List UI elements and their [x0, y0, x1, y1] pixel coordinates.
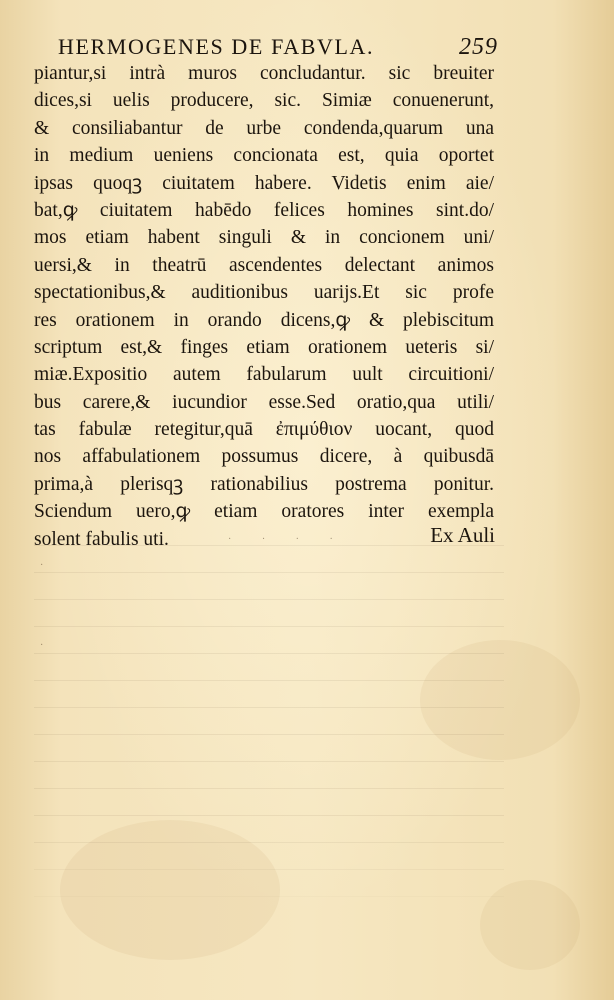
- text-line: miæ.Expositio autem fabularum uult circuitioni/: [34, 364, 494, 386]
- text-line: solent fabulis uti.: [34, 528, 169, 550]
- running-title: HERMOGENES DE FABVLA.: [58, 34, 375, 59]
- catchword: Ex Auli: [430, 523, 495, 547]
- show-through-texture: [34, 545, 504, 925]
- text-line: piantur,si intrà muros concludantur. sic breuiter: [34, 63, 494, 84]
- text-line: in medium ueniens concionata est, quia oportet: [34, 145, 494, 167]
- text-line: res orationem in orando dicens,ꝙ & plebiscitum: [34, 309, 494, 331]
- text-line: tas fabulæ retegitur,quā ἐπιμύθιον uocant, quod: [34, 419, 494, 441]
- text-line: scriptum est,& finges etiam orationem ueteris si/: [34, 336, 494, 358]
- text-line: spectationibus,& auditionibus uarijs.Et sic profe: [34, 282, 494, 304]
- body-text: [34, 60, 494, 553]
- text-line: prima,à plerisqꝫ rationabilius postrema ponitur.: [34, 473, 494, 495]
- text-line: mos etiam habent singuli & in concionem uni/: [34, 227, 494, 249]
- text-line: dices,si uelis producere, sic. Simiæ conuenerunt,: [34, 90, 494, 112]
- page-number: 259: [459, 34, 498, 60]
- text-line: bus carere,& iucundior esse.Sed oratio,qua utili/: [34, 391, 494, 413]
- text-line: & consiliabantur de urbe condenda,quarum una: [34, 117, 494, 139]
- text-line: uersi,& in theatrū ascendentes delectant animos: [34, 254, 494, 276]
- text-line: Sciendum uero,ꝙ etiam oratores inter exempla: [34, 501, 494, 523]
- text-line: ipsas quoqꝫ ciuitatem habere. Videtis enim aie/: [34, 172, 494, 194]
- show-through-specks: ·: [40, 640, 58, 651]
- show-through-specks: · · · ·: [228, 534, 347, 545]
- text-line: nos affabulationem possumus dicere, à quibusdā: [34, 446, 494, 468]
- text-line: bat,ꝙ ciuitatem habēdo felices homines sint.do/: [34, 199, 494, 221]
- show-through-specks: ·: [40, 560, 58, 571]
